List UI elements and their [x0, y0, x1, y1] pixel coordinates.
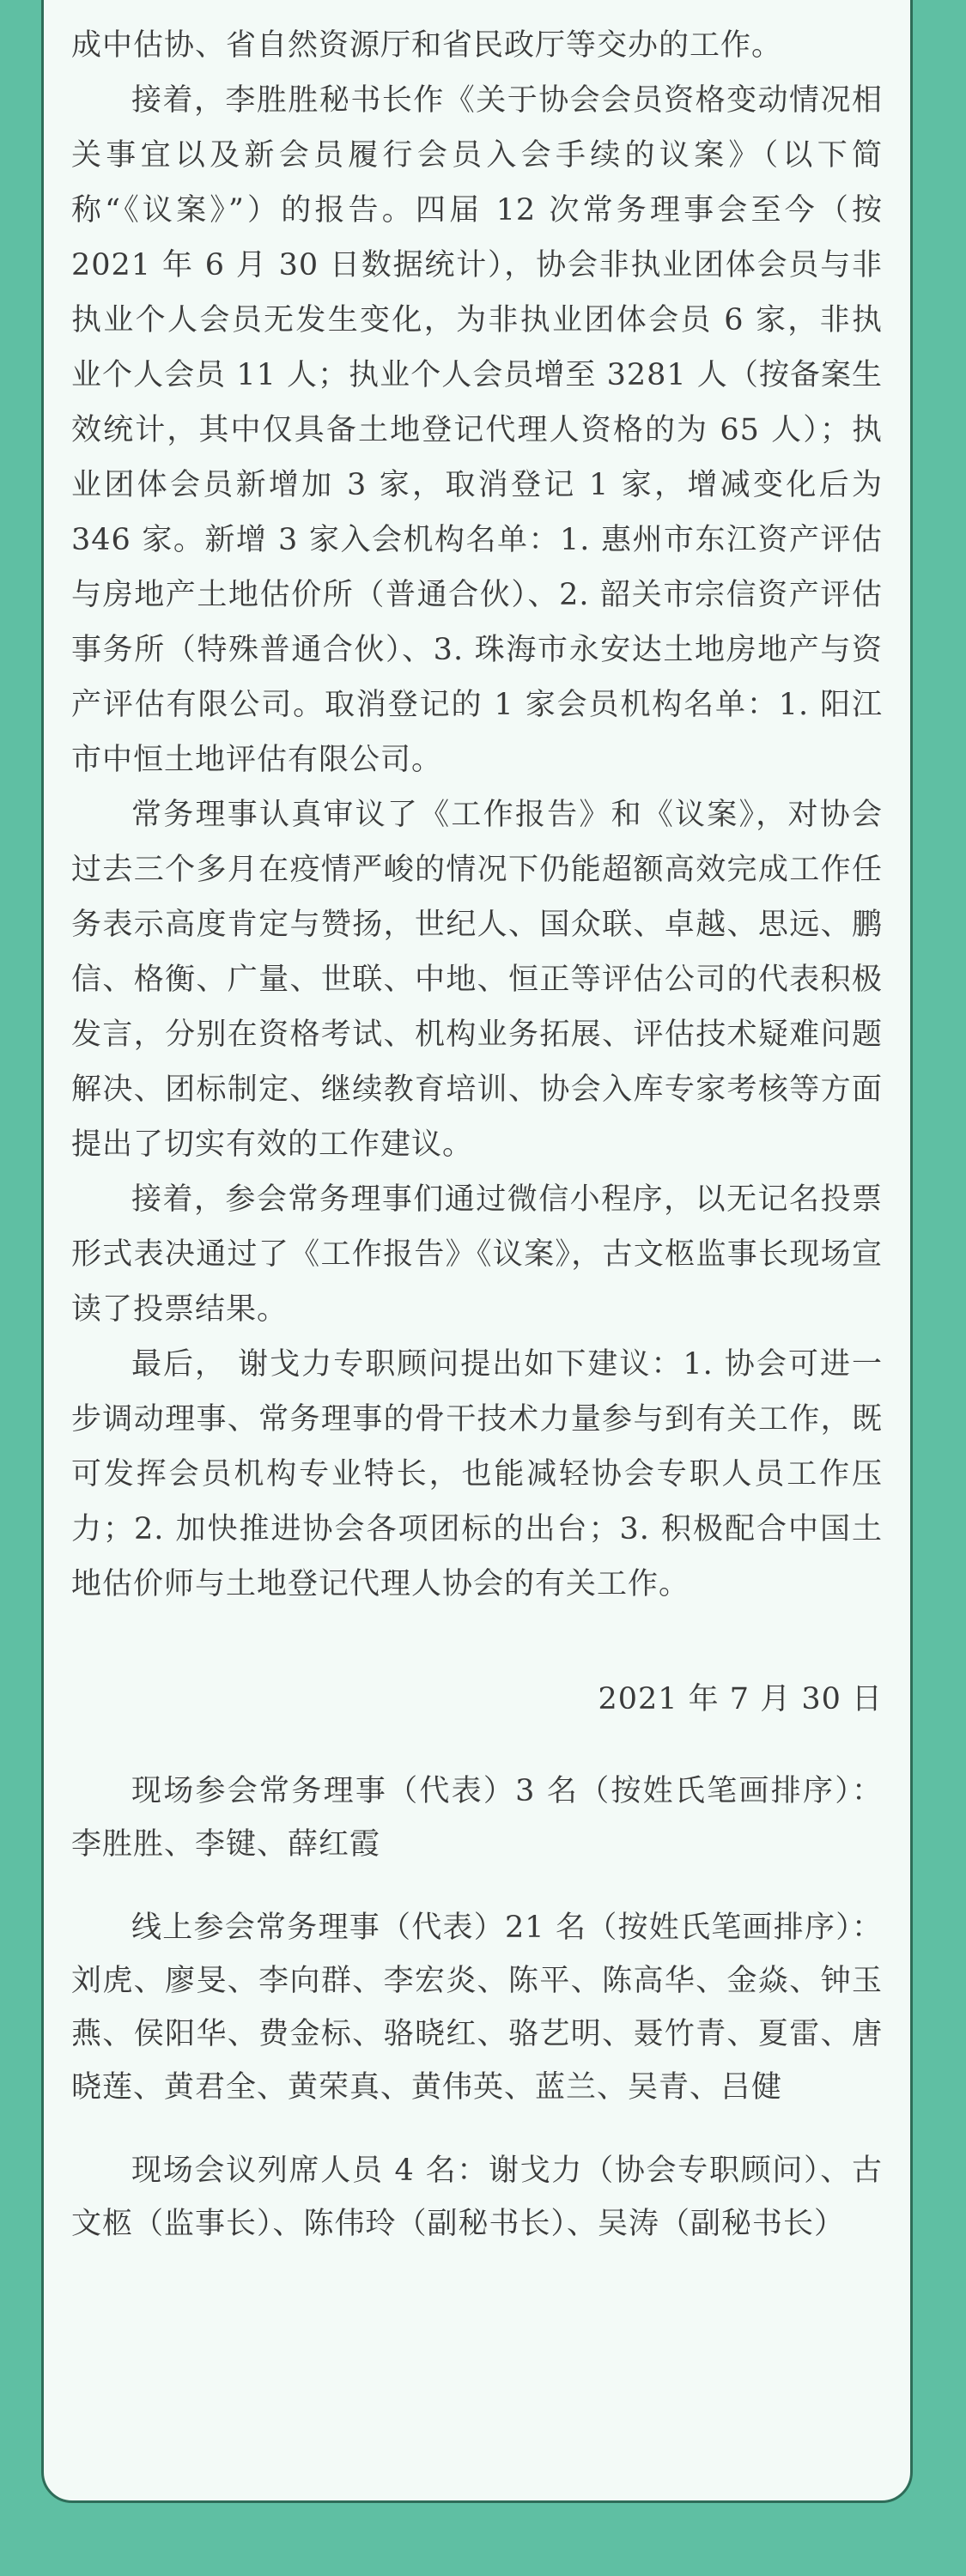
paragraph-5: 最后， 谢戈力专职顾问提出如下建议：1. 协会可进一步调动理事、常务理事的骨干技术力量参与到有关工作，既可发挥会员机构专业特长，也能减轻协会专职人员工作压力；2. 加快推进协会各项团标的出台；3. 积极配合中国土地估价师与土地登记代理人协会的有关工作。	[71, 1347, 883, 1601]
document-body	[71, 18, 883, 2281]
attendee-list-online: 线上参会常务理事（代表）21 名（按姓氏笔画排序）：刘虎、廖旻、李向群、李宏炎、陈平、陈高华、金焱、钟玉燕、侯阳华、费金标、骆晓红、骆艺明、聂竹青、夏雷、唐晓莲、黄君全、黄荣真、黄伟英、蓝兰、吴青、吕健	[71, 1911, 883, 2105]
paragraph-2: 接着，李胜胜秘书长作《关于协会会员资格变动情况相关事宜以及新会员履行会员入会手续的议案》（以下简称“《议案》”）的报告。四届 12 次常务理事会至今（按 2021 年 6 月 30 日数据统计），协会非执业团体会员与非执业个人会员无发生变化，为非执业团体会员 6 家，非执业个人会员 11 人；执业个人会员增至 3281 人（按备案生效统计，其中仅具备土地登记代理人资格的为 65 人）；执业团体会员新增加 3 家，取消登记 1 家，增减变化后为 346 家。新增 3 家入会机构名单：1. 惠州市东江资产评估与房地产土地估价所（普通合伙）、2. 韶关市宗信资产评估事务所（特殊普通合伙）、3. 珠海市永安达土地房地产与资产评估有限公司。取消登记的 1 家会员机构名单：1. 阳江市中恒土地评估有限公司。	[71, 83, 883, 777]
paragraph-1: 成中估协、省自然资源厅和省民政厅等交办的工作。	[71, 28, 783, 63]
paragraph-3: 常务理事认真审议了《工作报告》和《议案》，对协会过去三个多月在疫情严峻的情况下仍能超额高效完成工作任务表示高度肯定与赞扬，世纪人、国众联、卓越、思远、鹏信、格衡、广量、世联、中地、恒正等评估公司的代表积极发言，分别在资格考试、机构业务拓展、评估技术疑难问题解决、团标制定、继续教育培训、协会入库专家考核等方面提出了切实有效的工作建议。	[71, 798, 883, 1162]
attendee-list-observers: 现场会议列席人员 4 名：谢戈力（协会专职顾问）、古文柩（监事长）、陈伟玲（副秘书长）、吴涛（副秘书长）	[71, 2154, 883, 2241]
document-card	[41, 0, 913, 2503]
paragraph-4: 接着，参会常务理事们通过微信小程序，以无记名投票形式表决通过了《工作报告》《议案》，古文柩监事长现场宣读了投票结果。	[71, 1182, 883, 1327]
document-date: 2021 年 7 月 30 日	[598, 1682, 883, 1716]
attendee-list-onsite: 现场参会常务理事（代表）3 名（按姓氏笔画排序）：李胜胜、李键、薛红霞	[71, 1774, 883, 1862]
